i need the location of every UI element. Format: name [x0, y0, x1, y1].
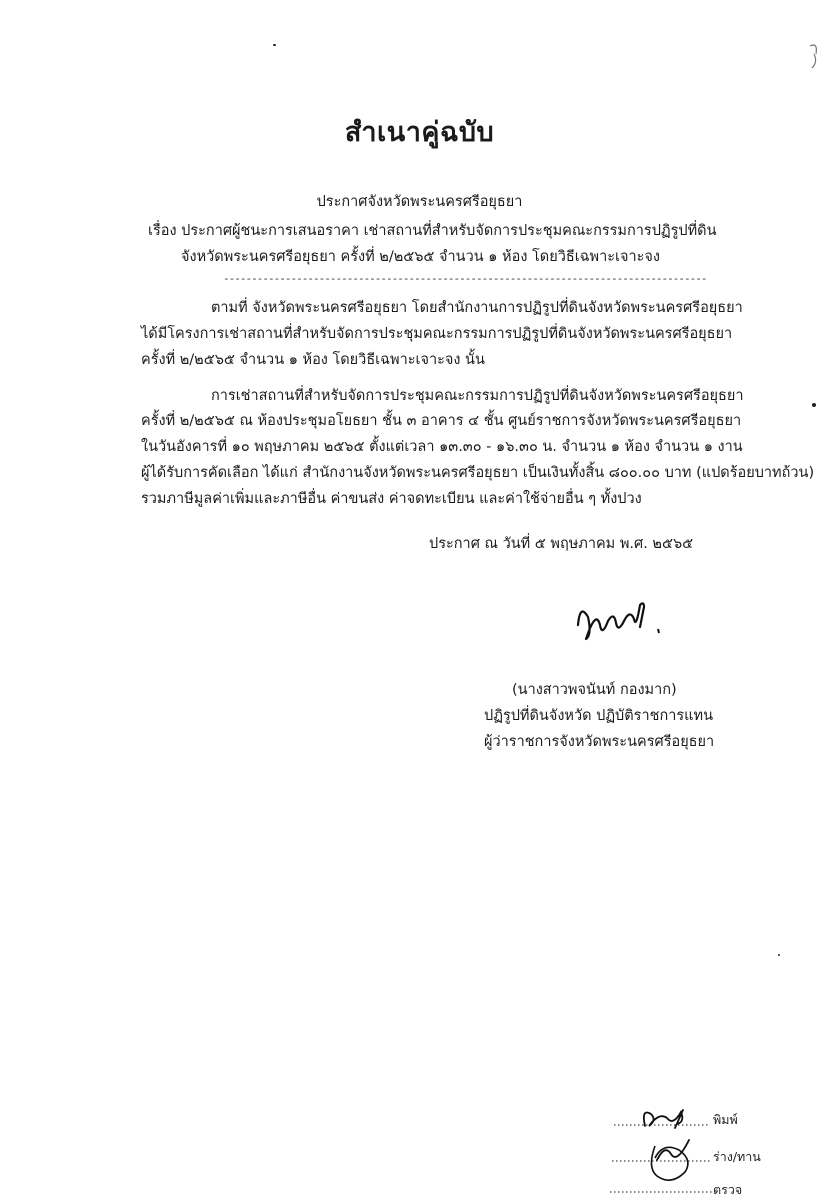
scan-speck: [778, 954, 780, 956]
footer-check-typed: พิมพ์: [713, 1112, 738, 1127]
footer-initials: [615, 1098, 725, 1198]
copy-title: สำเนาคู่ฉบับ: [344, 117, 495, 148]
subject-line-2: จังหวัดพระนครศรีอยุธยา ครั้งที่ ๒/๒๕๖๕ จำนวน ๑ ห้อง โดยวิธีเฉพาะเจาะจง: [181, 249, 660, 265]
paragraph-2-line-2: ครั้งที่ ๒/๒๕๖๕ ณ ห้องประชุมอโยธยา ชั้น ๓ อาคาร ๔ ชั้น ศูนย์ราชการจังหวัดพระนครศรีอยุธยา: [141, 413, 742, 429]
handwritten-signature: [572, 595, 672, 655]
paragraph-1-line-1: ตามที่ จังหวัดพระนครศรีอยุธยา โดยสำนักงานการปฏิรูปที่ดินจังหวัดพระนครศรีอยุธยา: [211, 300, 743, 316]
paragraph-2-line-4: ผู้ได้รับการคัดเลือก ได้แก่ สำนักงานจังหวัดพระนครศรีอยุธยา เป็นเงินทั้งสิ้น ๘๐๐.๐๐ บาท (แปดร้อยบาทถ้วน): [141, 465, 815, 481]
paragraph-1-line-2: ได้มีโครงการเช่าสถานที่สำหรับจัดการประชุมคณะกรรมการปฏิรูปที่ดินจังหวัดพระนครศรีอยุธยา: [141, 326, 733, 342]
signatory-position-1: ปฏิรูปที่ดินจังหวัด ปฏิบัติราชการแทน: [484, 708, 713, 724]
header-separator: --------------------------------------------------------------------------------------: [223, 272, 707, 285]
signatory-name: (นางสาวพจนันท์ กองมาก): [512, 682, 677, 698]
corner-mark: [800, 40, 830, 80]
footer-check-reviewed: ตรวจ: [713, 1182, 743, 1197]
subject-line-1: เรื่อง ประกาศผู้ชนะการเสนอราคา เช่าสถานที่สำหรับจัดการประชุมคณะกรรมการปฏิรูปที่ดิน: [148, 223, 717, 239]
announce-date: ประกาศ ณ วันที่ ๕ พฤษภาคม พ.ศ. ๒๕๖๕: [429, 536, 694, 552]
paragraph-2-line-3: ในวันอังคารที่ ๑๐ พฤษภาคม ๒๕๖๕ ตั้งแต่เวลา ๑๓.๓๐ - ๑๖.๓๐ น. จำนวน ๑ ห้อง จำนวน ๑ งาน: [141, 439, 743, 455]
signatory-position-2: ผู้ว่าราชการจังหวัดพระนครศรีอยุธยา: [484, 734, 715, 750]
paragraph-2-line-1: การเช่าสถานที่สำหรับจัดการประชุมคณะกรรมการปฏิรูปที่ดินจังหวัดพระนครศรีอยุธยา: [211, 388, 744, 404]
paragraph-2-line-5: รวมภาษีมูลค่าเพิ่มและภาษีอื่น ค่าขนส่ง ค่าจดทะเบียน และค่าใช้จ่ายอื่น ๆ ทั้งปวง: [141, 491, 642, 507]
scan-speck: [812, 403, 816, 407]
scan-speck: [273, 44, 276, 46]
footer-check-drafted: ร่าง/ทาน: [713, 1149, 761, 1164]
issuer-line: ประกาศจังหวัดพระนครศรีอยุธยา: [316, 194, 523, 210]
paragraph-1-line-3: ครั้งที่ ๒/๒๕๖๕ จำนวน ๑ ห้อง โดยวิธีเฉพาะเจาะจง นั้น: [141, 352, 485, 368]
